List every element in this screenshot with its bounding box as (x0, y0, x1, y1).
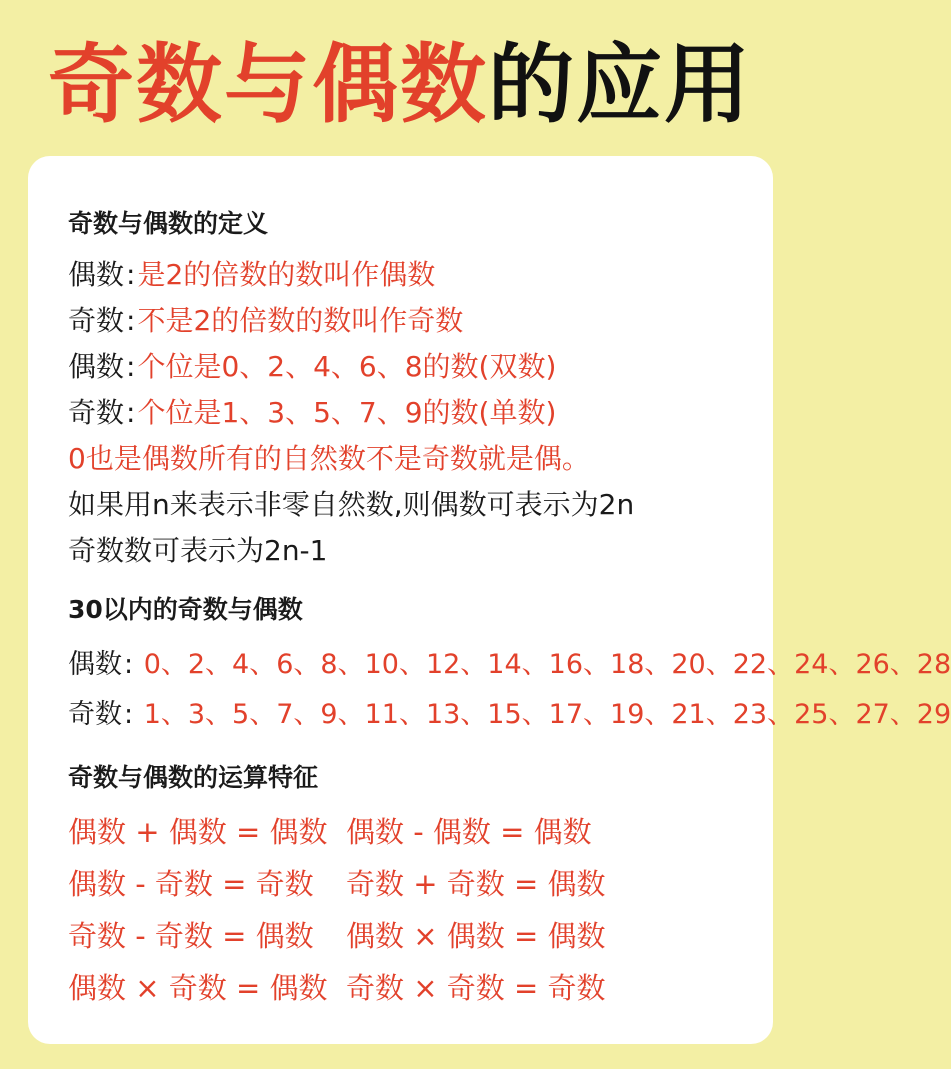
operation-row (68, 810, 592, 851)
definition-line-odd-2: 奇数:个位是1、3、5、7、9的数(单数) (68, 396, 557, 429)
line-label: 偶数 (68, 649, 122, 680)
operations-heading: 奇数与偶数的运算特征 (68, 763, 319, 792)
operation-right: 偶数 - 偶数 = 偶数 (346, 815, 592, 849)
title-black-part: 的应用 (488, 35, 752, 135)
line-value: 是2的倍数的数叫作偶数 (137, 258, 436, 291)
definition-line-odd-1: 奇数:不是2的倍数的数叫作奇数 (68, 304, 464, 337)
operation-row (68, 966, 605, 1007)
within30-heading: 30以内的奇数与偶数 (68, 595, 303, 624)
title-red-part: 奇数与偶数 (48, 35, 488, 135)
definition-line-even-1: 偶数:是2的倍数的数叫作偶数 (68, 258, 436, 291)
line-value: 个位是0、2、4、6、8的数(双数) (137, 350, 557, 383)
operation-left: 偶数 × 奇数 = 偶数 (68, 971, 328, 1005)
line-value: 不是2的倍数的数叫作奇数 (137, 304, 464, 337)
definition-heading: 奇数与偶数的定义 (68, 209, 269, 238)
operation-right: 奇数 × 奇数 = 奇数 (346, 971, 606, 1005)
line-label: 偶数 (68, 258, 125, 291)
definition-note-red: 0也是偶数所有的自然数不是奇数就是偶。 (68, 442, 590, 475)
page-title (0, 30, 800, 140)
operation-row (68, 862, 605, 903)
line-label: 奇数 (68, 396, 125, 429)
odd-numbers: 1、3、5、7、9、11、13、15、17、19、21、23、25、27、29 (143, 699, 951, 730)
operation-right: 奇数 + 奇数 = 偶数 (346, 867, 606, 901)
content-card (28, 156, 951, 1044)
definition-line-even-2: 偶数:个位是0、2、4、6、8的数(双数) (68, 350, 557, 383)
operation-left: 奇数 - 奇数 = 偶数 (68, 919, 314, 953)
operation-left: 偶数 + 偶数 = 偶数 (68, 815, 328, 849)
definition-note-1: 如果用n来表示非零自然数,则偶数可表示为2n (68, 488, 635, 521)
definition-note-2: 奇数数可表示为2n-1 (68, 534, 328, 567)
line-value: 个位是1、3、5、7、9的数(单数) (137, 396, 557, 429)
operation-left: 偶数 - 奇数 = 奇数 (68, 867, 314, 901)
within30-odd-line: 奇数: 1、3、5、7、9、11、13、15、17、19、21、23、25、27、29 (68, 699, 951, 730)
operation-right: 偶数 × 偶数 = 偶数 (346, 919, 606, 953)
within30-even-line: 偶数: 0、2、4、6、8、10、12、14、16、18、20、22、24、26、28 (68, 649, 951, 680)
even-numbers: 0、2、4、6、8、10、12、14、16、18、20、22、24、26、28 (143, 649, 951, 680)
operation-row (68, 914, 605, 955)
line-label: 奇数 (68, 304, 125, 337)
line-label: 奇数 (68, 699, 122, 730)
line-label: 偶数 (68, 350, 125, 383)
